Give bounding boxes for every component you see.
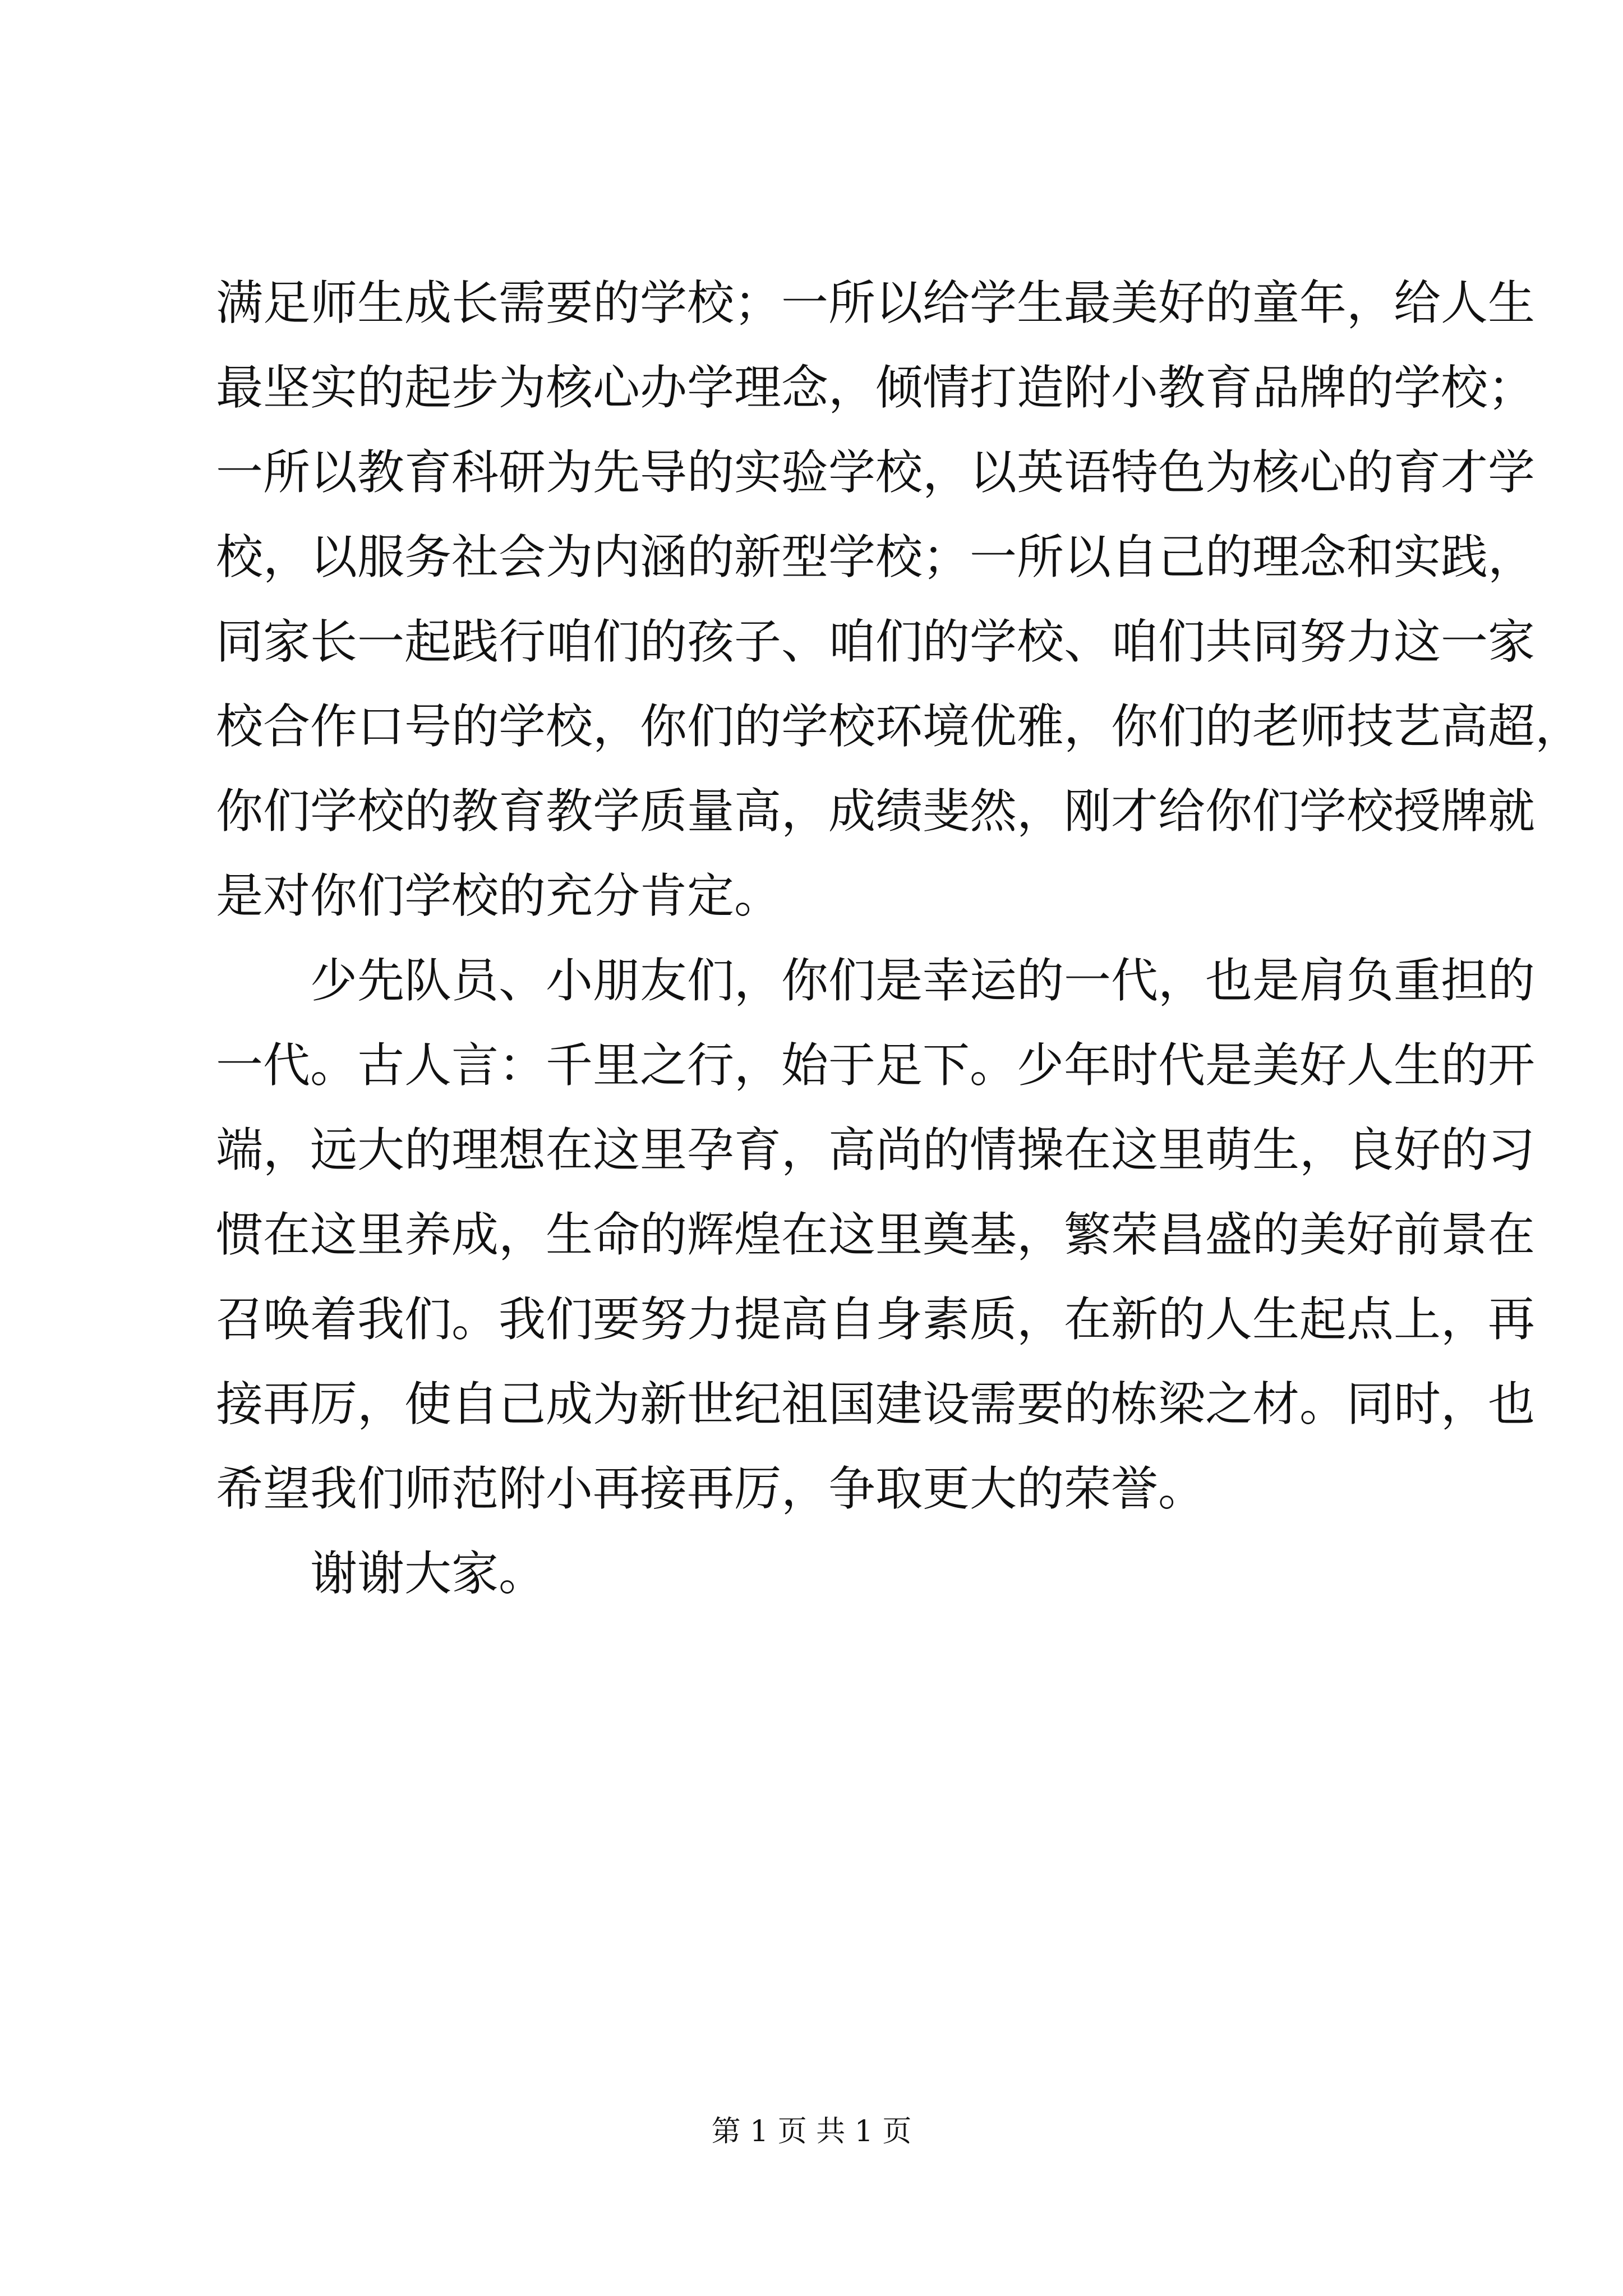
text-line: 惯在这里养成，生命的辉煌在这里奠基，繁荣昌盛的美好前景在	[216, 1207, 1536, 1262]
text-line: 校合作口号的学校，你们的学校环境优雅，你们的老师技艺高超，	[216, 699, 1583, 754]
text-line: 召唤着我们。我们要努力提高自身素质，在新的人生起点上，再	[216, 1292, 1536, 1347]
paragraph-1	[216, 261, 1583, 938]
text-line: 希望我们师范附小再接再厉，争取更大的荣誉。	[216, 1461, 1206, 1516]
text-line: 一所以教育科研为先导的实验学校，以英语特色为核心的育才学	[216, 445, 1536, 500]
text-line: 满足师生成长需要的学校；一所以给学生最美好的童年，给人生	[216, 275, 1536, 330]
text-line: 接再厉，使自己成为新世纪祖国建设需要的栋梁之材。同时，也	[216, 1377, 1536, 1432]
text-line: 校，以服务社会为内涵的新型学校；一所以自己的理念和实践，	[216, 530, 1536, 585]
text-line: 少先队员、小朋友们，你们是幸运的一代，也是肩负重担的	[310, 953, 1536, 1008]
text-line: 你们学校的教育教学质量高，成绩斐然，刚才给你们学校授牌就	[216, 784, 1536, 839]
paragraph-3	[216, 1531, 1427, 1616]
text-line: 最坚实的起步为核心办学理念，倾情打造附小教育品牌的学校；	[216, 360, 1536, 415]
text-line: 谢谢大家。	[310, 1546, 546, 1601]
text-line: 一代。古人言：千里之行，始于足下。少年时代是美好人生的开	[216, 1038, 1536, 1093]
paragraph-2	[216, 938, 1536, 1531]
text-line: 端，远大的理想在这里孕育，高尚的情操在这里萌生，良好的习	[216, 1122, 1536, 1177]
page-number-label: 第 1 页 共 1 页	[711, 2115, 912, 2148]
document-body	[216, 261, 1583, 1616]
text-line: 同家长一起践行咱们的孩子、咱们的学校、咱们共同努力这一家	[216, 614, 1536, 669]
page-footer	[0, 2112, 1623, 2151]
text-line: 是对你们学校的充分肯定。	[216, 868, 782, 923]
